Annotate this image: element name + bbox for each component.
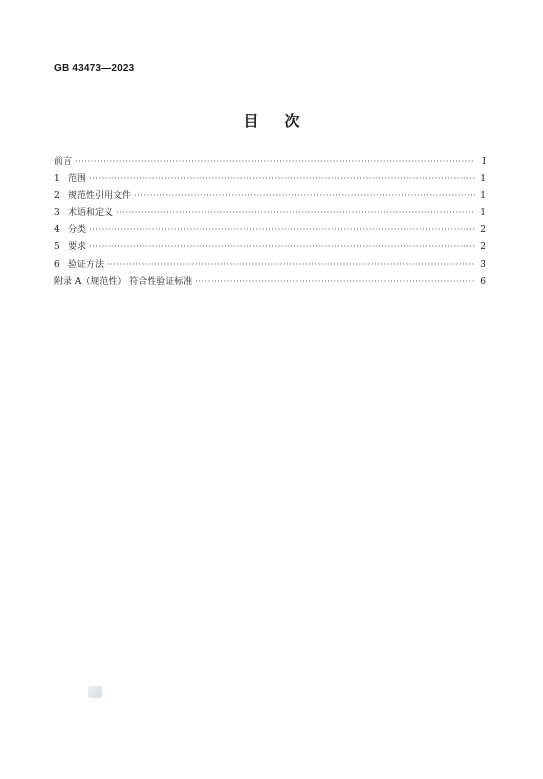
toc-entry-requirements[interactable]	[54, 238, 486, 255]
toc-leader-dots	[89, 221, 475, 238]
toc-title: 目次	[243, 112, 326, 130]
watermark-logo-icon	[88, 686, 102, 698]
toc-entry-page: 1	[480, 191, 486, 202]
toc-entry-verification-methods[interactable]	[54, 256, 486, 273]
toc-leader-dots	[89, 170, 475, 187]
toc-entry-number: 6	[54, 259, 60, 270]
toc-entry-annex-a[interactable]	[54, 273, 486, 290]
toc-entry-scope[interactable]	[54, 170, 486, 187]
toc-entry-number: 1	[54, 174, 60, 185]
toc-entry-label: 范围	[68, 174, 87, 185]
toc-entry-label: 附录 A（规范性） 符合性验证标准	[54, 276, 193, 287]
toc-entry-label: 术语和定义	[68, 208, 114, 219]
standard-number: GB 43473—2023	[54, 63, 135, 74]
toc-entry-label: 前言	[54, 157, 73, 167]
toc-entry-page: 6	[480, 276, 486, 287]
toc-entry-terms-definitions[interactable]	[54, 204, 486, 221]
toc-entry-label: 验证方法	[68, 259, 105, 270]
toc-entry-page: 1	[480, 208, 486, 219]
toc-leader-dots	[107, 256, 475, 273]
toc-entry-page: 2	[480, 242, 486, 253]
toc-entry-label: 规范性引用文件	[68, 191, 132, 202]
toc-leader-dots	[75, 153, 475, 170]
table-of-contents	[54, 153, 486, 290]
toc-leader-dots	[195, 273, 475, 290]
toc-leader-dots	[89, 238, 475, 255]
toc-entry-number: 2	[54, 191, 60, 202]
toc-entry-number: 3	[54, 208, 60, 219]
toc-leader-dots	[134, 187, 475, 204]
toc-entry-classification[interactable]	[54, 221, 486, 238]
toc-entry-number: 4	[54, 225, 60, 236]
toc-leader-dots	[116, 204, 475, 221]
toc-entry-page: 2	[480, 225, 486, 236]
toc-entry-normative-references[interactable]	[54, 187, 486, 204]
toc-entry-number: 5	[54, 242, 60, 253]
toc-entry-page: 3	[480, 259, 486, 270]
toc-entry-label: 分类	[68, 225, 87, 236]
toc-entry-foreword[interactable]	[54, 153, 486, 170]
toc-entry-label: 要求	[68, 242, 87, 253]
toc-entry-page: 1	[480, 174, 486, 185]
toc-entry-page: Ⅰ	[482, 157, 486, 167]
